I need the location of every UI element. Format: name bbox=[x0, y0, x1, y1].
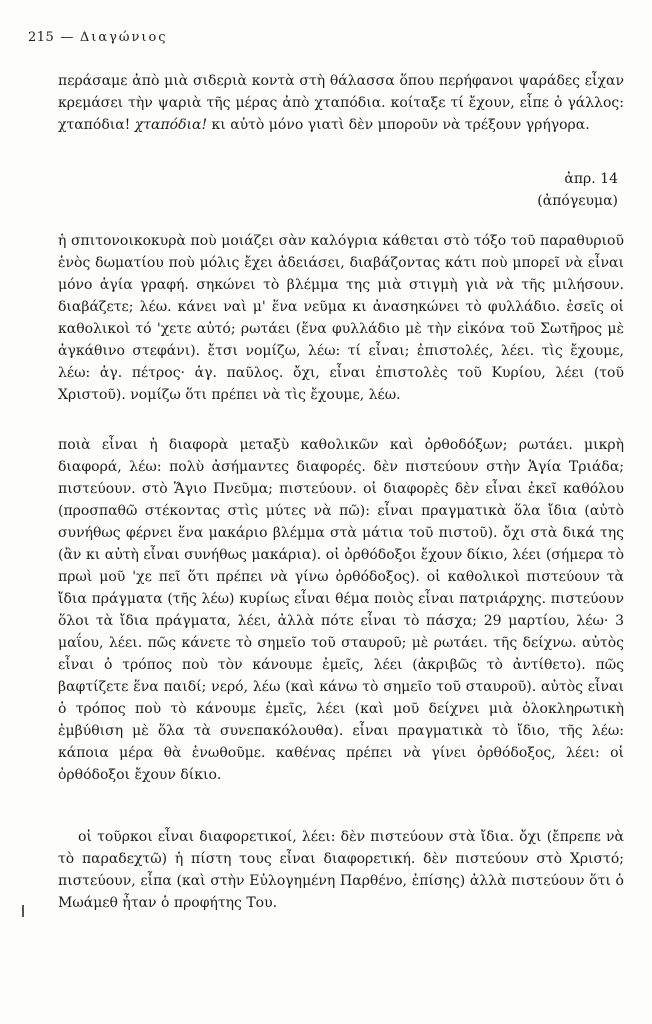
paragraph-1 bbox=[58, 70, 624, 136]
paragraph-1-text-a: περάσαμε ἀπὸ μιὰ σιδεριὰ κοντὰ στὴ θάλασσα ὅπου περήφανοι ψαράδες εἶχαν κρεμάσει τὴν ψαριὰ τῆς μέρας ἀπὸ χταπόδια. κοίταξε τί ἔχουν, εἶπε ὁ γάλλος: χταπόδια! bbox=[58, 73, 624, 133]
date-note-line-2: (ἀπόγευμα) bbox=[537, 193, 618, 209]
paragraph-1-italic: χταπόδια! bbox=[134, 117, 208, 133]
paragraph-1-text-b: κι αὐτὸ μόνο γιατὶ δὲν μποροῦν νὰ τρέξουν γρήγορα. bbox=[211, 117, 590, 133]
date-note-line-1: ἀπρ. 14 bbox=[564, 171, 618, 187]
paragraph-2 bbox=[58, 230, 624, 406]
running-head bbox=[28, 30, 168, 45]
paragraph-3-text: ποιὰ εἶναι ἡ διαφορὰ μεταξὺ καθολικῶν καὶ ὀρθοδόξων; ρωτάει. μικρὴ διαφορά, λέω: πολὺ ἀσήμαντες διαφορές. δὲν πιστεύουν στὴν Ἁγία Τριάδα; πιστεύουν. στὸ Ἅγιο Πνεῦμα; πιστεύουν. οἱ διαφορὲς δὲν εἶναι ἐκεῖ καθόλου (προσπαθῶ στέκοντας στὶς μύτες νὰ πῶ): εἶναι πραγματικὰ ὅλα ἴδια (αὐτὸ συνήθως φέρνει ἕνα μακάριο βλέμμα στὰ μάτια τοῦ πιστοῦ). ὄχι στὰ δικά της (ἂν κι αὐτὴ εἶναι συνήθως μακάρια). οἱ ὀρθόδοξοι ἔχουν δίκιο, λέει (σήμερα τὸ πρωὶ μοῦ 'χε πεῖ ὅτι πρέπει νὰ γίνω ὀρθόδοξος). οἱ καθολικοὶ πιστεύουν τὰ ἴδια πράγματα (τῆς λέω) κυρίως εἶναι θέμα ποιὸς εἶναι πατριάρχης. πιστεύουν ὅλοι τὰ ἴδια πράγματα, λέει, ἀλλὰ πότε εἶναι τὸ πάσχα; 29 μαρτίου, λέω· 3 μαΐου, λέει. πῶς κάνετε τὸ σημεῖο τοῦ σταυροῦ; μὲ ρωτάει. τῆς δείχνω. αὐτὸς εἶναι ὁ τρόπος ποὺ τὸν κάνουμε ἐμεῖς, λέει (ἀκριβῶς τὸ ἀντίθετο). πῶς βαφτίζετε ἕνα παιδί; νερό, λέω (καὶ κάνω τὸ σημεῖο τοῦ σταυροῦ). αὐτὸς εἶναι ὁ τρόπος ποὺ τὸ κάνουμε ἐμεῖς, λέει (καὶ μοῦ δείχνει μιὰ ὁλοκληρωτικὴ ἐμβύθιση μὲ ὅλα τὰ συνεπακόλουθα). εἶναι πραγματικὰ τὸ ἴδιο, τῆς λέω: κάποια μέρα θὰ ἑνωθοῦμε. καθένας πρέπει νὰ γίνει ὀρθόδοξος, λέει: οἱ ὀρθόδοξοι ἔχουν δίκιο. bbox=[58, 437, 624, 783]
page-number: 215 bbox=[28, 30, 55, 45]
margin-mark bbox=[22, 905, 24, 917]
header-separator: — bbox=[60, 30, 74, 45]
paragraph-4 bbox=[58, 826, 624, 914]
paragraph-2-text: ἡ σπιτονοικοκυρὰ ποὺ μοιάζει σὰν καλόγρια κάθεται στὸ τόξο τοῦ παραθυριοῦ ἑνὸς δωματίου ποὺ μόλις ἔχει ἀδειάσει, διαβάζοντας κάτι ποὺ μπορεῖ νὰ εἶναι μόνο ἁγία γραφή. σηκώνει τὸ βλέμμα της μιὰ στιγμὴ γιὰ νὰ τῆς μιλήσουν. διαβάζετε; λέω. κάνει ναὶ μ' ἕνα νεῦμα κι ἀνασηκώνει τὸ φυλλάδιο. ἐσεῖς οἱ καθολικοὶ τό 'χετε αὐτό; ρωτάει (ἕνα φυλλάδιο μὲ τὴν εἰκόνα τοῦ Σωτῆρος μὲ ἀγκάθινο στεφάνι). ἔτσι νομίζω, λέω: τί εἶναι; ἐπιστολές, λέει. τὶς ἔχουμε, λέω: ἁγ. πέτρος· ἁγ. παῦλος. ὄχι, εἶναι ἐπιστολὲς τοῦ Κυρίου, λέει (τοῦ Χριστοῦ). νομίζω ὅτι πρέπει νὰ τὶς ἔχουμε, λέω. bbox=[58, 233, 624, 403]
date-note bbox=[537, 168, 618, 212]
paragraph-4-text: οἱ τοῦρκοι εἶναι διαφορετικοί, λέει: δὲν πιστεύουν στὰ ἴδια. ὄχι (ἔπρεπε νὰ τὸ παραδεχτῶ) ἡ πίστη τους εἶναι διαφορετική. δὲν πιστεύουν στὸ Χριστό; πιστεύουν, εἶπα (καὶ στὴν Εὐλογημένη Παρθένο, ἐπίσης) ἀλλὰ πιστεύουν ὅτι ὁ Μωάμεθ ἦταν ὁ προφήτης Του. bbox=[58, 829, 624, 911]
book-title: Διαγώνιος bbox=[79, 30, 168, 45]
paragraph-3 bbox=[58, 434, 624, 786]
